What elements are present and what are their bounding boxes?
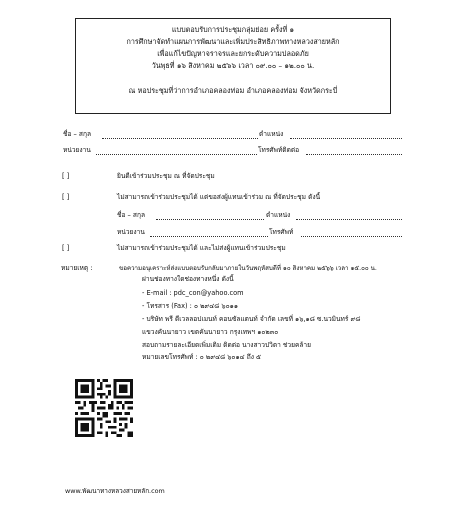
- note-company-district: แขวงคันนายาว เขตคันนายาว กรุงเทพฯ ๑๐๒๓๐: [142, 328, 279, 336]
- rep-agency-label: หน่วยงาน: [117, 228, 145, 236]
- footer-website-link[interactable]: www.พัฒนาทางหลวงสายหลัก.com: [65, 487, 165, 495]
- header-venue: ณ หอประชุมที่ว่าการอำเภอคลองท่อม อำเภอคลองท่อม จังหวัดกระบี่: [128, 86, 338, 95]
- option-text-representative: ไม่สามารถเข้าร่วมประชุมได้ แต่ขอส่งผู้แทนเข้าร่วม ณ ที่จัดประชุม ดังนี้: [117, 193, 321, 201]
- rep-position-label: ตำแหน่ง: [266, 211, 291, 219]
- header-box: [75, 18, 391, 114]
- note-email[interactable]: - E-mail : pdc_con@yahoo.com: [142, 289, 244, 297]
- note-phone: หมายเลขโทรศัพท์ : ๐ ๒๙๔๘ ๖๐๑๔ ถึง ๕: [142, 353, 262, 361]
- agency-field[interactable]: [96, 154, 257, 155]
- header-title: แบบตอบรับการประชุมกลุ่มย่อย ครั้งที่ ๑: [171, 25, 295, 34]
- phone-label: โทรศัพท์ติดต่อ: [258, 146, 300, 154]
- rep-name-label: ชื่อ – สกุล: [117, 211, 145, 219]
- note-deadline: ขอความอนุเคราะห์ส่งแบบตอบรับกลับมาภายในวันพฤหัสบดีที่ ๑๐ สิงหาคม ๒๕๖๖ เวลา ๑๕.๐๐ น.: [119, 265, 377, 272]
- option-checkbox-representative[interactable]: [ ]: [62, 193, 70, 201]
- rep-phone-field[interactable]: [301, 236, 402, 237]
- note-fax: - โทรสาร (Fax) : ๐ ๒๙๔๘ ๖๐๑๑: [142, 302, 239, 310]
- position-field[interactable]: [290, 138, 402, 139]
- note-contact: สอบถามรายละเอียดเพิ่มเติม ติดต่อ นางสาวปวิตา ช่วยคล้าย: [142, 341, 311, 349]
- note-company-address: - บริษัท พรี ดีเวลลอปเมนท์ คอนซัลแตนท์ จำกัด เลขที่ ๑๖,๑๘ ซ.นวมินทร์ ๙๘: [142, 315, 361, 323]
- phone-field[interactable]: [306, 154, 402, 155]
- header-project: การศึกษาจัดทำแผนการพัฒนาและเพิ่มประสิทธิภาพทางหลวงสายหลัก: [126, 37, 340, 46]
- name-field[interactable]: [102, 138, 258, 139]
- position-label: ตำแหน่ง: [259, 130, 284, 138]
- qr-code-icon: [75, 379, 133, 437]
- note-label: หมายเหตุ :: [61, 264, 93, 272]
- rep-name-field[interactable]: [156, 219, 264, 220]
- header-subtitle: เพื่อแก้ไขปัญหาจราจรและยกระดับความปลอดภัย: [157, 49, 309, 58]
- header-date: วันพุธที่ ๑๖ สิงหาคม ๒๕๖๖ เวลา ๐๙.๐๐ – ๑๒.๐๐ น.: [151, 61, 315, 70]
- option-checkbox-attend[interactable]: [ ]: [62, 172, 70, 180]
- rep-position-field[interactable]: [296, 219, 402, 220]
- rep-phone-label: โทรศัพท์: [269, 228, 294, 236]
- option-checkbox-decline[interactable]: [ ]: [62, 244, 70, 252]
- note-channels: ผ่านช่องทางใดช่องทางหนึ่ง ดังนี้: [142, 275, 234, 283]
- rep-agency-field[interactable]: [150, 236, 268, 237]
- agency-label: หน่วยงาน: [63, 146, 91, 154]
- option-text-attend: ยินดีเข้าร่วมประชุม ณ ที่จัดประชุม: [117, 172, 215, 180]
- name-label: ชื่อ – สกุล: [63, 130, 91, 138]
- option-text-decline: ไม่สามารถเข้าร่วมประชุมได้ และไม่ส่งผู้แทนเข้าร่วมประชุม: [117, 244, 286, 252]
